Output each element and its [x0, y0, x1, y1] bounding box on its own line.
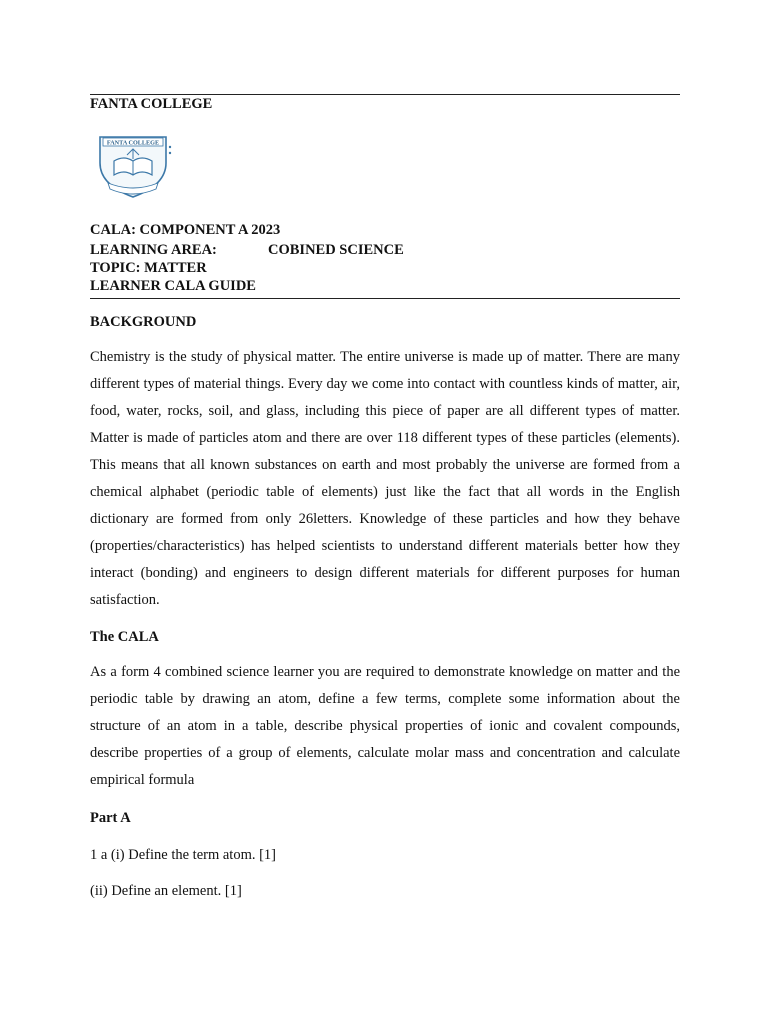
part-a-heading: Part A	[90, 810, 131, 826]
college-crest-icon	[94, 133, 174, 203]
question-1a-i: 1 a (i) Define the term atom. [1]	[90, 847, 277, 863]
college-name: FANTA COLLEGE	[90, 96, 213, 112]
learning-area-label: LEARNING AREA:	[90, 242, 217, 258]
topic-label: TOPIC: MATTER	[90, 260, 207, 276]
header-bottom-rule	[90, 298, 680, 299]
cala-heading: The CALA	[90, 629, 159, 645]
svg-text:FANTA COLLEGE: FANTA COLLEGE	[106, 139, 160, 147]
learning-area-value: COBINED SCIENCE	[268, 242, 404, 258]
background-heading: BACKGROUND	[90, 314, 197, 330]
question-1a-ii: (ii) Define an element. [1]	[90, 883, 242, 899]
guide-label: LEARNER CALA GUIDE	[90, 278, 256, 294]
cala-paragraph: As a form 4 combined science learner you are required to demonstrate knowledge on matter and the periodic table by drawing an atom, define a few terms, complete some information about the structure of an atom in a table, describe physical properties of ionic and covalent compounds, describe properties of a group of elements, calculate molar mass and concentration and calculate empirical formula	[90, 664, 680, 788]
cala-component: CALA: COMPONENT A 2023	[90, 222, 281, 238]
background-paragraph: Chemistry is the study of physical matter. The entire universe is made up of matter. There are many different types of material things. Every day we come into contact with countless kinds of matter, air, food, water, rocks, soil, and glass, including this piece of paper are all different types of matter. Matter is made of particles atom and there are over 118 different types of these particles (elements). This means that all known substances on earth and most probably the universe are formed from a chemical alphabet (periodic table of elements) just like the fact that all words in the English dictionary are formed from only 26letters. Knowledge of these particles and how they behave (properties/characteristics) has helped scientists to understand different materials better how they interact (bonding) and engineers to design different materials for different purposes for human satisfaction.	[90, 349, 680, 608]
